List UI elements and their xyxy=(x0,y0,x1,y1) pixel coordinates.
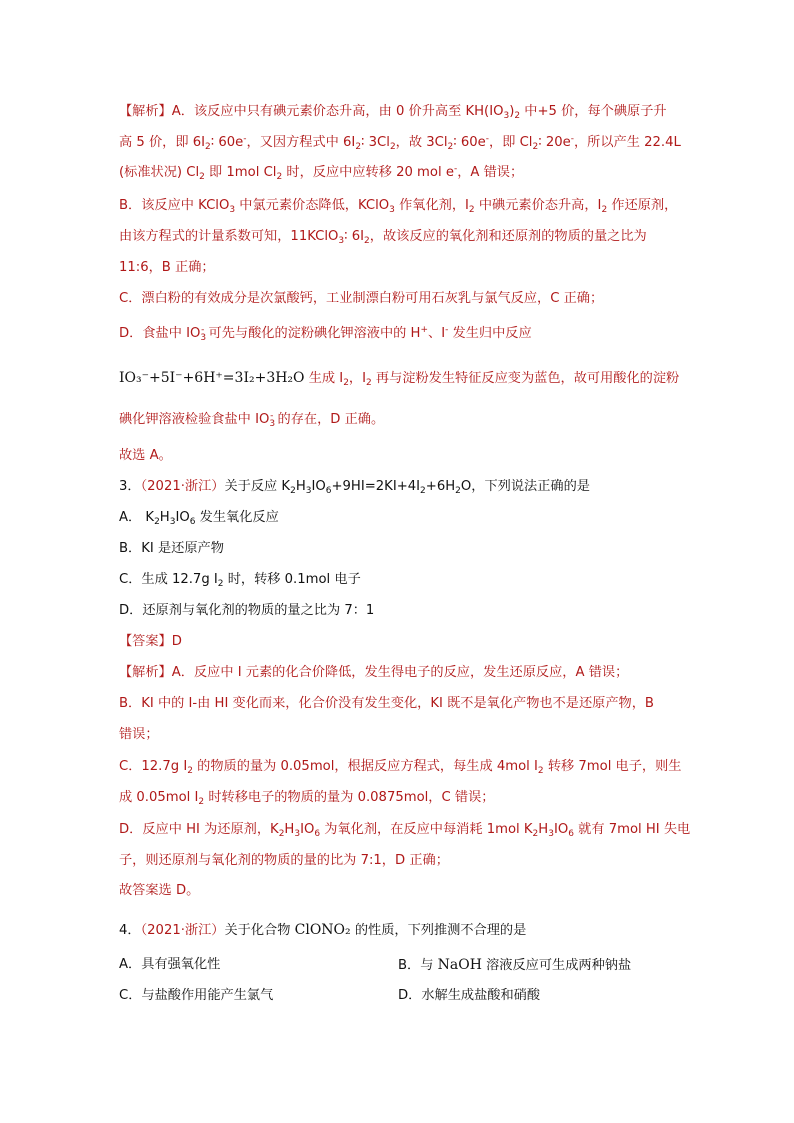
q4-option-a: A．具有强氧化性 xyxy=(119,957,221,972)
q2-analysis-line-2: 高 5 价，即 $6I_2∶$ 60e-，又因方程式中 $6I_2∶$ $3Cl_2$，故 $3Cl_2∶$ 60e-，即 $Cl_2∶$ 20e-，所以产生 22.4L xyxy=(119,134,681,152)
q4-option-b: B．与 NaOH 溶液反应可生成两种钠盐 xyxy=(398,957,632,973)
analysis-tag: 【解析】 xyxy=(119,104,172,119)
q3-stem: 3．（2021·浙江）关于反应 $K_2H_3IO_6+9HI=2KI+4I_2+6H_2O$，下列说法正确的是 xyxy=(119,479,590,496)
q3-option-b: B．KI 是还原产物 xyxy=(119,541,224,556)
q2-analysis-b-line-2: 由该方程式的计量系数可知，11KClO$_3$∶ $6I_2$，故该反应的氧化剂和还原剂的物质的量之比为 xyxy=(119,229,647,246)
q4-stem: 4．（2021·浙江）关于化合物 ClONO₂ 的性质，下列推测不合理的是 xyxy=(119,922,527,938)
answer-tag: 【答案】 xyxy=(119,634,172,649)
ionic-equation: IO₃⁻+5I⁻+6H⁺=3I₂+3H₂O xyxy=(119,370,305,386)
q3-option-c: C．生成 12.7g $I_2$ 时，转移 0.1mol 电子 xyxy=(119,572,361,589)
question-source: （2021·浙江） xyxy=(140,479,225,494)
q3-option-a: A． $K_2H_3IO_6$ 发生氧化反应 xyxy=(119,510,279,527)
q2-analysis-line-1: 【解析】A．该反应中只有碘元素价态升高，由 0 价升高至 $KH(IO_3)_2$ 中+5 价，每个碘原子升 xyxy=(119,104,667,121)
q2-analysis-line-3: (标准状况) $Cl_2$ 即 1mol $Cl_2$ 时，反应中应转移 20 mol e-，A 错误； xyxy=(119,164,524,182)
answer-value: D xyxy=(171,634,182,649)
q2-analysis-d-line-2: IO₃⁻+5I⁻+6H⁺=3I₂+3H₂O 生成 $I_2$，$I_2$ 再与淀粉发生特征反应变为蓝色，故可用酸化的淀粉 xyxy=(119,370,680,388)
q3-analysis-c-line-2: 成 0.05mol $I_2$ 时转移电子的物质的量为 0.0875mol，C 错误； xyxy=(119,790,495,807)
q2-analysis-d-line-1: D．食盐中 $IO_3^-$ 可先与酸化的淀粉碘化钾溶液中的 H+、I- 发生归中反应 xyxy=(119,325,532,343)
question-number: 4． xyxy=(119,923,141,938)
q4-option-d: D．水解生成盐酸和硝酸 xyxy=(398,988,541,1003)
q3-analysis-c-line-1: C．12.7g $I_2$ 的物质的量为 0.05mol，根据反应方程式，每生成 4mol $I_2$ 转移 7mol 电子，则生 xyxy=(119,759,682,776)
analysis-tag: 【解析】 xyxy=(119,665,172,680)
chemical-formula: ClONO₂ xyxy=(294,922,351,938)
q2-analysis-b-line-1: B．该反应中 KClO$_3$ 中氯元素价态降低，KClO$_3$ 作氧化剂，$I_2$ 中碘元素价态升高，$I_2$ 作还原剂， xyxy=(119,198,678,215)
q3-analysis-d-line-2: 子，则还原剂与氧化剂的物质的量的比为 7:1，D 正确； xyxy=(119,853,449,868)
q3-analysis-b-line-2: 错误； xyxy=(119,727,159,742)
q3-analysis-b-line-1: B．KI 中的 I-由 HI 变化而来，化合价没有发生变化，KI 既不是氧化产物也不是还原产物，B xyxy=(119,696,654,711)
q2-conclusion: 故选 A。 xyxy=(119,448,172,463)
q3-analysis-a: 【解析】A．反应中 I 元素的化合价降低，发生得电子的反应，发生还原反应，A 错误； xyxy=(119,665,629,680)
q2-analysis-d-line-3: 碘化钾溶液检验食盐中 $IO_3^-$ 的存在，D 正确。 xyxy=(119,411,385,429)
q2-analysis-b-line-3: 11:6，B 正确； xyxy=(119,260,215,275)
q4-option-c: C．与盐酸作用能产生氯气 xyxy=(119,988,274,1003)
q3-analysis-d-line-1: D．反应中 HI 为还原剂，$K_2H_3IO_6$ 为氧化剂，在反应中每消耗 1mol $K_2H_3IO_6$ 就有 7mol HI 失电 xyxy=(119,822,691,839)
q3-conclusion: 故答案选 D。 xyxy=(119,883,200,898)
question-source: （2021·浙江） xyxy=(140,923,225,938)
q2-analysis-c-line: C．漂白粉的有效成分是次氯酸钙，工业制漂白粉可用石灰乳与氯气反应，C 正确； xyxy=(119,291,604,306)
question-number: 3． xyxy=(119,479,141,494)
q3-option-d: D．还原剂与氧化剂的物质的量之比为 7：1 xyxy=(119,603,375,618)
q3-answer xyxy=(119,632,182,652)
